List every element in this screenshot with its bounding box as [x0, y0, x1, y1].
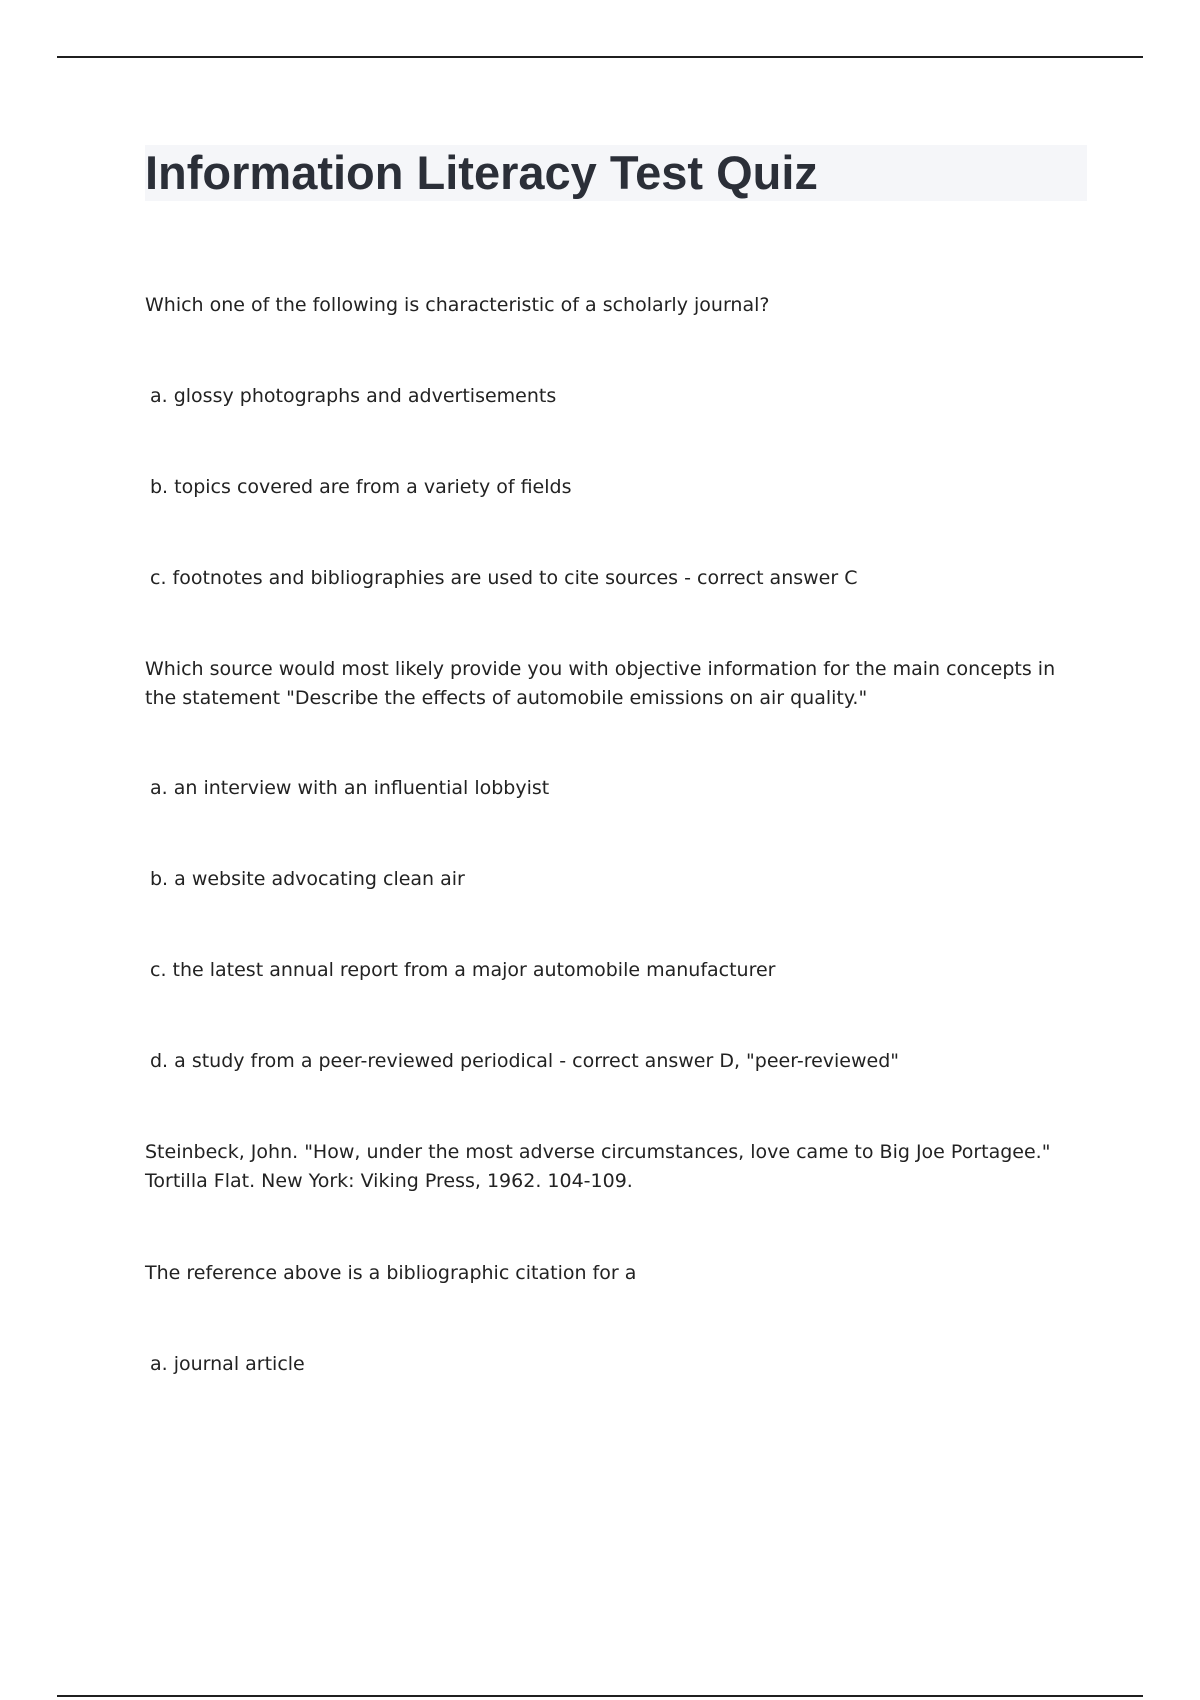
page-title: Information Literacy Test Quiz: [145, 146, 818, 199]
question-3-text: The reference above is a bibliographic citation for a: [145, 1262, 637, 1284]
question-2-option-c: c. the latest annual report from a major automobile manufacturer: [150, 959, 776, 981]
footer-divider: [57, 1695, 1143, 1697]
question-2-option-b: b. a website advocating clean air: [150, 868, 465, 890]
question-1-option-c: c. footnotes and bibliographies are used to cite sources - correct answer C: [150, 567, 858, 589]
question-2-text: Which source would most likely provide you with objective information for the main concepts in the statement "Describe the effects of automobile emissions on air quality.": [145, 658, 1056, 709]
question-2-option-a: a. an interview with an influential lobbyist: [150, 777, 550, 799]
question-2-option-d: d. a study from a peer-reviewed periodical - correct answer D, "peer-reviewed": [150, 1050, 900, 1072]
question-1-option-b: b. topics covered are from a variety of fields: [150, 476, 572, 498]
question-1-option-a: a. glossy photographs and advertisements: [150, 385, 557, 407]
citation-text: Steinbeck, John. "How, under the most adverse circumstances, love came to Big Joe Portagee." Tortilla Flat. New York: Viking Press, 1962. 104-109.: [145, 1141, 1051, 1192]
question-1-text: Which one of the following is characteristic of a scholarly journal?: [145, 294, 770, 316]
title-banner: [145, 145, 1087, 201]
question-3-option-a: a. journal article: [150, 1353, 305, 1375]
header-divider: [57, 56, 1143, 58]
